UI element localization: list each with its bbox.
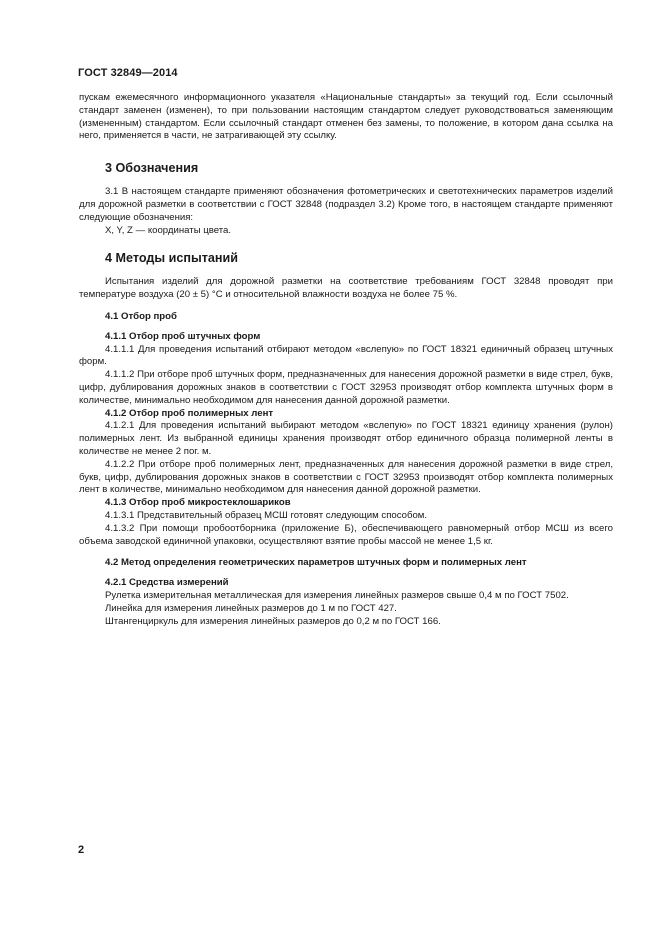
paragraph-4-1-2-2: 4.1.2.2 При отборе проб полимерных лент, предназначенных для нанесения дорожной разметки в виде стрел, букв, цифр, дублирования дорожных знаков в соответствии с ГОСТ 32953 производят отбор комплекта полимерных лент в количестве, минимально необходимом для нанесения данной дорожной разметки.: [79, 458, 613, 496]
document-body: [79, 92, 613, 628]
section-4-title: 4 Методы испытаний: [105, 251, 238, 266]
subsection-4-1-1-title: 4.1.1 Отбор проб штучных форм: [105, 330, 261, 342]
paragraph-caliper: Штангенциркуль для измерения линейных размеров до 0,2 м по ГОСТ 166.: [105, 615, 441, 627]
paragraph-tape-measure: Рулетка измерительная металлическая для измерения линейных размеров свыше 0,4 м по ГОСТ 7502.: [105, 589, 569, 601]
subsection-4-1-title: 4.1 Отбор проб: [105, 310, 177, 322]
intro-paragraph: пускам ежемесячного информационного указателя «Национальные стандарты» за текущий год. Если ссылочный стандарт заменен (изменен), то при пользовании настоящим стандартом следует руководствоваться заменяющим (измененным) стандартом. Если ссылочный стандарт отменен без замены, то положение, в котором дана ссылка на него, применяется в части, не затрагивающей эту ссылку.: [79, 92, 613, 142]
subsection-4-2-1-title: 4.2.1 Средства измерений: [105, 577, 229, 589]
page-number: 2: [78, 844, 85, 856]
paragraph-4-1-2-1: 4.1.2.1 Для проведения испытаний выбирают методом «вслепую» по ГОСТ 18321 единицу хранения (рулон) полимерных лент. Из выбранной единицы хранения производят отбор единичного образца полимерной ленты в количестве не менее 2 пог. м.: [79, 420, 613, 457]
subsection-4-1-2-title: 4.1.2 Отбор проб полимерных лент: [105, 407, 274, 419]
paragraph-4-1-1-2: 4.1.1.2 При отборе проб штучных форм, предназначенных для нанесения дорожной разметки в виде стрел, букв, цифр, дублирования дорожных знаков в соответствии с ГОСТ 32953 производят отбор комплекта штучных форм в количестве, минимально необходимом для нанесения данной дорожной разметки.: [79, 369, 613, 406]
document-header: ГОСТ 32849—2014: [78, 67, 178, 79]
section-3-title: 3 Обозначения: [105, 161, 199, 176]
subsection-4-2-title: 4.2 Метод определения геометрических параметров штучных форм и полимерных лент: [105, 557, 527, 569]
paragraph-3-1: 3.1 В настоящем стандарте применяют обозначения фотометрических и светотехнических параметров изделий для дорожной разметки в соответствии с ГОСТ 32848 (подраздел 3.2) Кроме того, в настоящем стандарте применяют следующие обозначения:: [79, 186, 613, 223]
paragraph-4-1-3-1: 4.1.3.1 Представительный образец МСШ готовят следующим способом.: [105, 509, 428, 521]
paragraph-4-intro: Испытания изделий для дорожной разметки на соответствие требованиям ГОСТ 32848 проводят при температуре воздуха (20 ± 5) °С и относительной влажности воздуха не более 75 %.: [79, 276, 613, 301]
paragraph-4-1-1-1: 4.1.1.1 Для проведения испытаний отбирают методом «вслепую» по ГОСТ 18321 единичный образец штучных форм.: [79, 343, 613, 368]
subsection-4-1-3-title: 4.1.3 Отбор проб микростеклошариков: [105, 497, 291, 509]
paragraph-4-1-3-2: 4.1.3.2 При помощи пробоотборника (приложение Б), обеспечивающего равномерный отбор МСШ из всего объема заводской единичной упаковки, осуществляют взятие пробы массой не менее 1,5 кг.: [79, 522, 613, 547]
paragraph-ruler: Линейка для измерения линейных размеров до 1 м по ГОСТ 427.: [105, 602, 397, 614]
paragraph-designations: X, Y, Z — координаты цвета.: [105, 224, 232, 236]
